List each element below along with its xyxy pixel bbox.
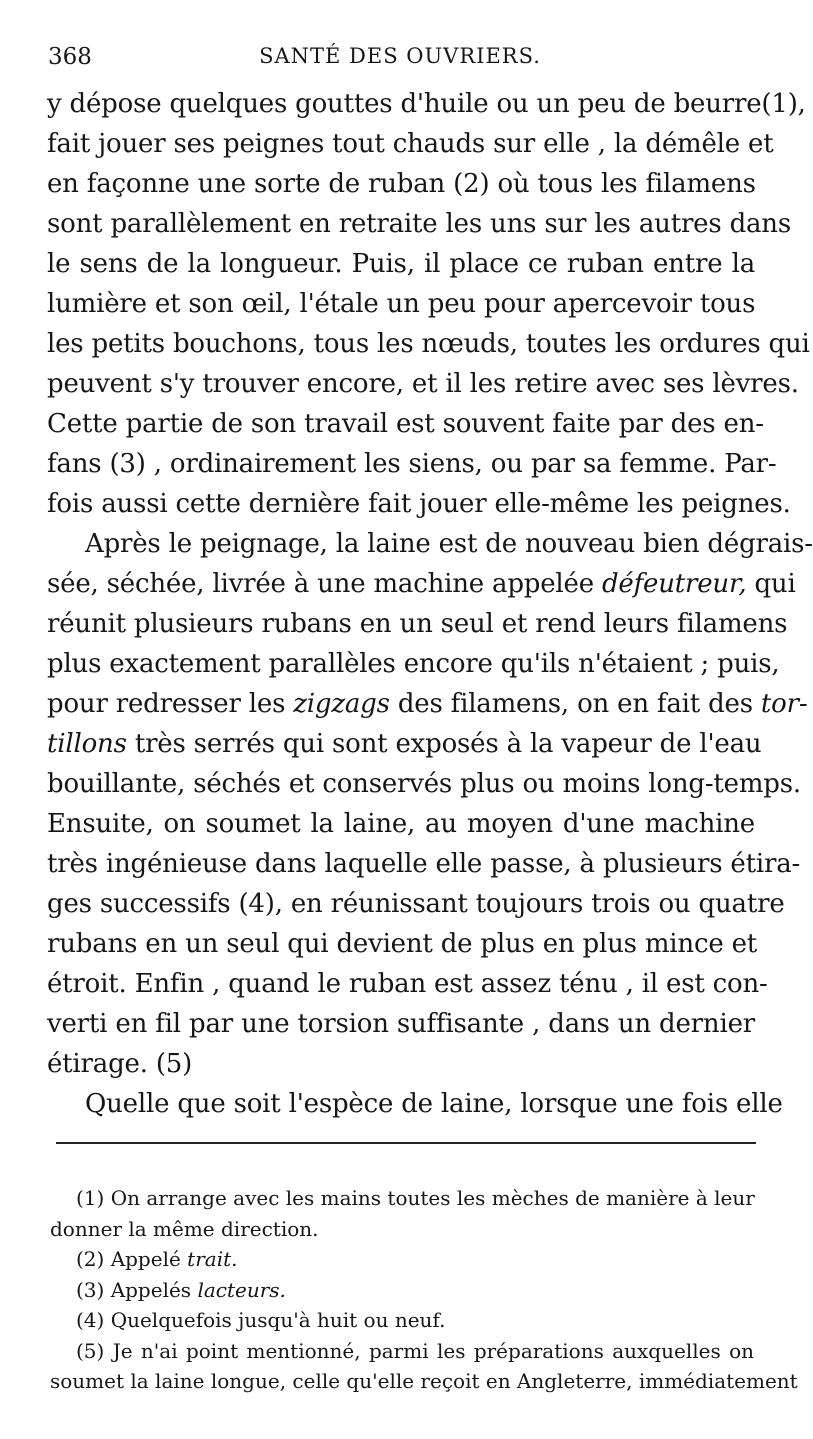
text-line: sont parallèlement en retraite les uns sur les autres dans — [47, 209, 791, 239]
footnote-line — [50, 1244, 754, 1275]
text-line: Après le peignage, la laine est de nouveau bien dégrais- — [85, 529, 813, 559]
text-line: fait jouer ses peignes tout chauds sur elle , la démêle et — [47, 129, 774, 159]
text-line: lumière et son œil, l'étale un peu pour apercevoir tous — [47, 289, 756, 319]
text-line: bouillante, séchés et conservés plus ou moins long-temps. — [47, 769, 801, 799]
text-line: plus exactement parallèles encore qu'ils n'étaient ; puis, — [47, 649, 780, 679]
italic-term: zigzags — [293, 689, 390, 719]
text-line: en façonne une sorte de ruban (2) où tous les filamens — [47, 169, 756, 199]
text-line: les petits bouchons, tous les nœuds, toutes les ordures qui — [47, 329, 810, 359]
text-line: verti en fil par une torsion suffisante , dans un dernier — [47, 1009, 755, 1039]
text-line: rubans en un seul qui devient de plus en plus mince et — [47, 929, 758, 959]
text-line: étirage. (5) — [47, 1049, 193, 1079]
text-line: réunit plusieurs rubans en un seul et rend leurs filamens — [47, 609, 788, 639]
text-line: Quelle que soit l'espèce de laine, lorsque une fois elle — [85, 1089, 783, 1119]
text-line: très ingénieuse dans laquelle elle passe, à plusieurs étira- — [47, 849, 801, 879]
main-text — [47, 84, 813, 1124]
footnote-line: soumet la laine longue, celle qu'elle reçoit en Angleterre, immédiatement — [50, 1369, 798, 1393]
text-line — [47, 564, 796, 604]
text-line — [47, 724, 762, 764]
text-line: fois aussi cette dernière fait jouer elle-même les peignes. — [47, 489, 791, 519]
italic-term: trait. — [187, 1247, 238, 1271]
text-line: Ensuite, on soumet la laine, au moyen d'une machine — [47, 809, 755, 839]
footnote-line: (5) Je n'ai point mentionné, parmi les préparations auxquelles on — [76, 1338, 754, 1363]
text-line: étroit. Enfin , quand le ruban est assez ténu , il est con- — [47, 969, 768, 999]
text-line: fans (3) , ordinairement les siens, ou par sa femme. Par- — [47, 449, 777, 479]
text-segment: sée, séchée, livrée à une machine appelée — [47, 569, 602, 599]
footnote-rule — [56, 1142, 756, 1144]
text-segment: très serrés qui sont exposés à la vapeur de l'eau — [126, 729, 762, 759]
text-line: Cette partie de son travail est souvent faite par des en- — [47, 409, 764, 439]
footnote-text: (3) Appelés — [76, 1277, 198, 1302]
footnote-line — [50, 1275, 754, 1306]
footnote-text: (2) Appelé — [76, 1247, 188, 1271]
text-line: le sens de la longueur. Puis, il place ce ruban entre la — [47, 249, 755, 279]
text-segment: pour redresser les — [47, 689, 294, 719]
text-line: ges successifs (4), en réunissant toujours trois ou quatre — [47, 889, 785, 919]
page-header — [48, 38, 752, 78]
text-segment: des filamens, on en fait des — [389, 689, 761, 719]
running-title: SANTÉ DES OUVRIERS. — [259, 44, 541, 68]
italic-term: tor- — [760, 689, 808, 719]
footnote-line: donner la même direction. — [50, 1216, 319, 1241]
text-line: y dépose quelques gouttes d'huile ou un peu de beurre(1), — [47, 89, 806, 119]
italic-term: défeutreur, — [601, 569, 747, 599]
italic-term: lacteurs. — [197, 1277, 286, 1302]
footnote-line: (4) Quelquefois jusqu'à huit ou neuf. — [76, 1308, 446, 1332]
footnote-line: (1) On arrange avec les mains toutes les mèches de manière à leur — [76, 1186, 755, 1210]
text-segment: qui — [746, 569, 796, 599]
text-line: peuvent s'y trouver encore, et il les retire avec ses lèvres. — [47, 369, 799, 399]
italic-term: tillons — [47, 729, 127, 759]
text-line — [47, 684, 808, 724]
footnotes — [50, 1183, 798, 1397]
page-number: 368 — [48, 44, 92, 70]
